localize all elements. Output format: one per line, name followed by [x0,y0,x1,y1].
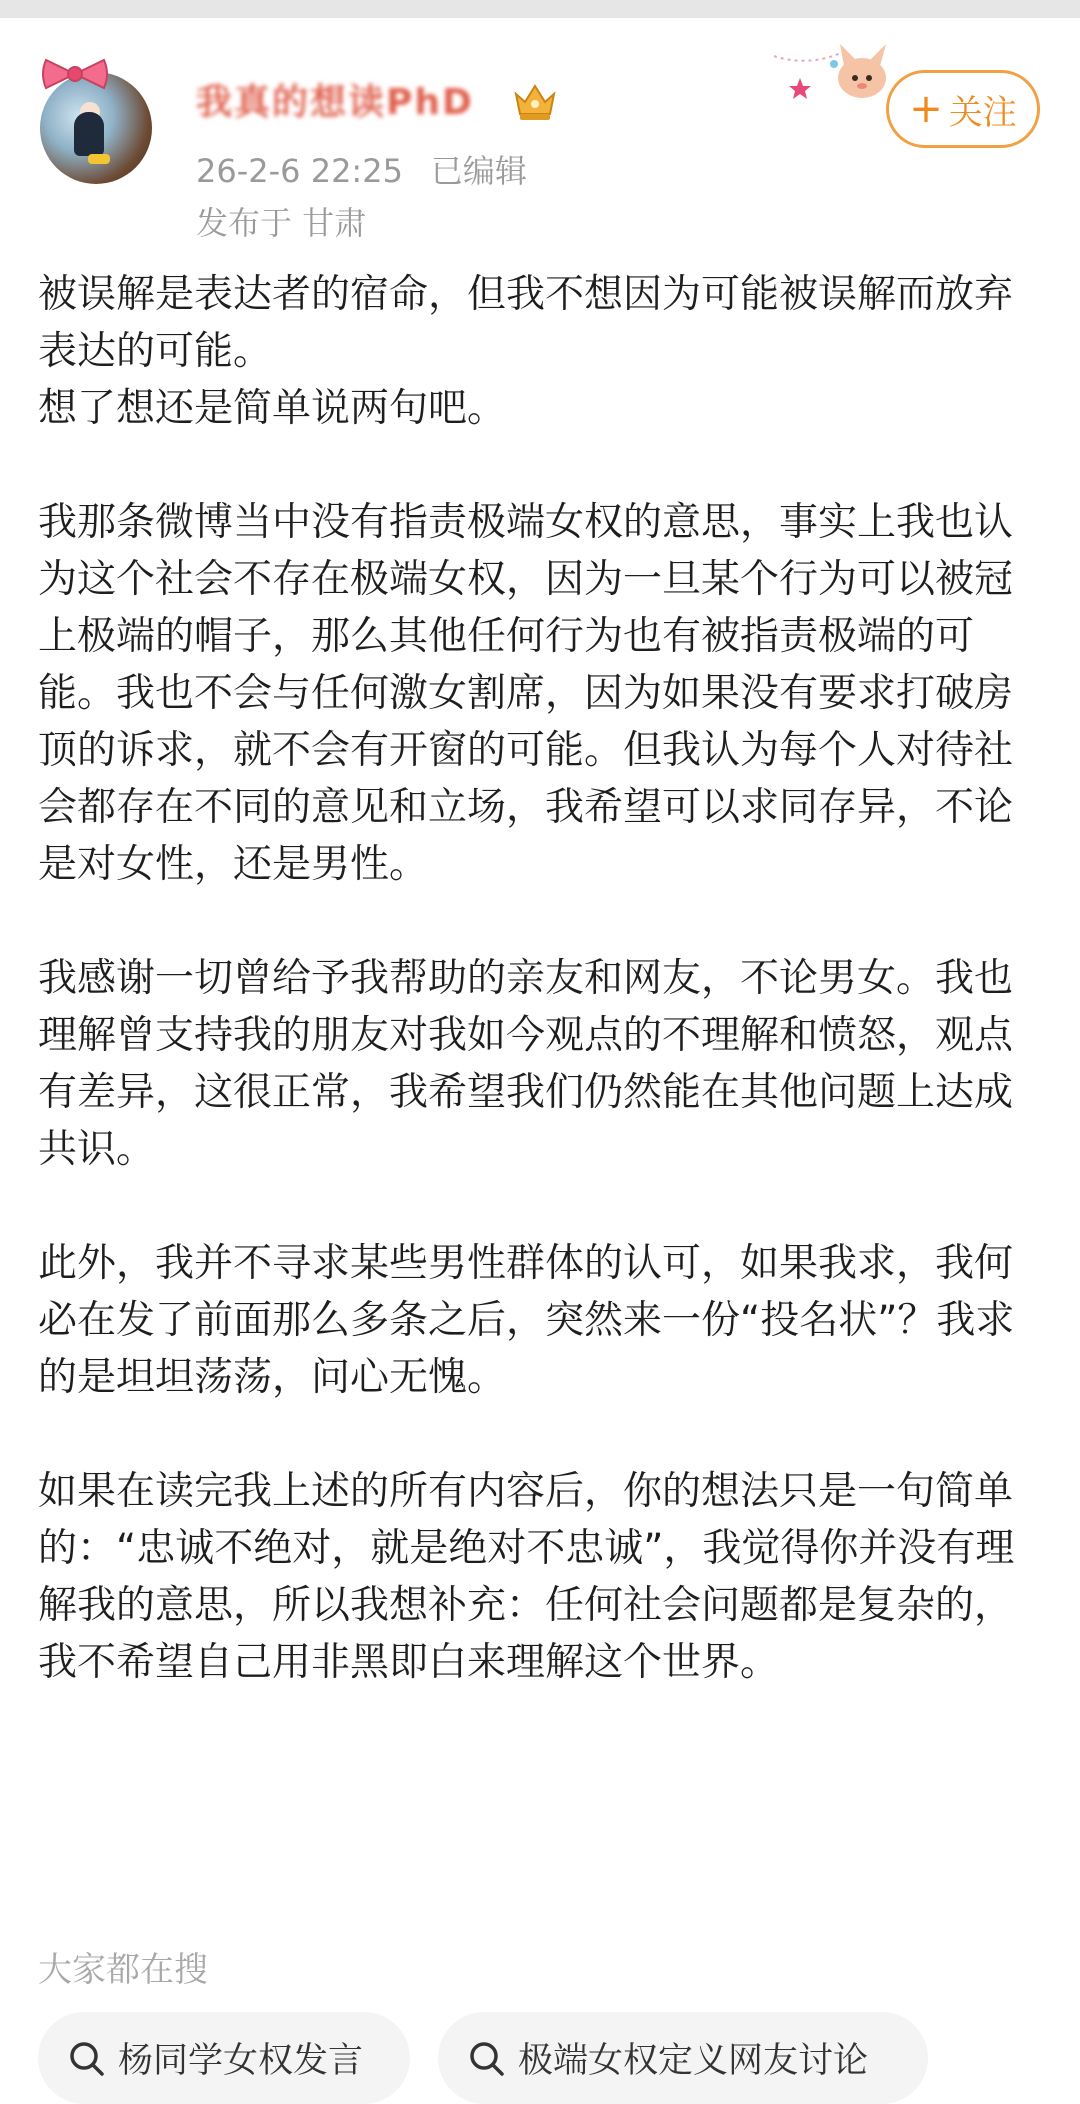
vip-crown-icon [510,80,560,122]
top-divider-bar [0,0,1080,18]
follow-button[interactable] [886,70,1040,148]
avatar-detail [88,154,110,164]
follow-decoration-icon [770,38,890,118]
post-location: 发布于 甘肃 [196,204,367,242]
edited-label: 已编辑 [430,152,527,190]
search-chip-label: 极端女权定义网友讨论 [518,2041,869,2081]
pink-bow-icon [40,56,110,92]
post-card [0,18,1080,2102]
post-paragraph: 我那条微博当中没有指责极端女权的意思，事实上我也认为这个社会不存在极端女权，因为一旦某个行为可以被冠上极端的帽子，那么其他任何行为也有被指责极端的可能。我也不会与任何激女割席，因为如果没有要求打破房顶的诉求，就不会有开窗的可能。但我认为每个人对待社会都存在不同的意见和立场，我希望可以求同存异，不论是对女性，还是男性。 [38,500,1014,887]
search-icon [466,2038,506,2078]
post-meta [196,146,527,192]
post-paragraph: 如果在读完我上述的所有内容后，你的想法只是一句简单的：“忠诚不绝对，就是绝对不忠诚”，我觉得你并没有理解我的意思，所以我想补充：任何社会问题都是复杂的，我不希望自己用非黑即白来理解这个世界。 [38,1469,1015,1685]
post-paragraph: 此外，我并不寻求某些男性群体的认可，如果我求，我何必在发了前面那么多条之后，突然来一份“投名状”？我求的是坦坦荡荡，问心无愧。 [38,1241,1015,1400]
search-icon [66,2038,106,2078]
avatar-figure [74,112,104,156]
post-time: 26-2-6 22:25 [196,152,403,190]
trending-search-title: 大家都在搜 [38,1950,208,1990]
plus-icon: + [909,86,943,132]
search-chip[interactable] [438,2012,928,2104]
post-content [38,266,1038,1691]
follow-label: 关注 [948,92,1017,133]
search-chip[interactable] [38,2012,410,2104]
username[interactable]: 我真的想读PhD [196,82,474,123]
post-paragraph: 被误解是表达者的宿命，但我不想因为可能被误解而放弃表达的可能。 想了想还是简单说两句吧。 [38,272,1014,431]
post-paragraph: 我感谢一切曾给予我帮助的亲友和网友，不论男女。我也理解曾支持我的朋友对我如今观点的不理解和愤怒，观点有差异，这很正常，我希望我们仍然能在其他问题上达成共识。 [38,956,1014,1172]
search-chip-label: 杨同学女权发言 [118,2041,364,2081]
avatar-container[interactable] [40,60,156,176]
